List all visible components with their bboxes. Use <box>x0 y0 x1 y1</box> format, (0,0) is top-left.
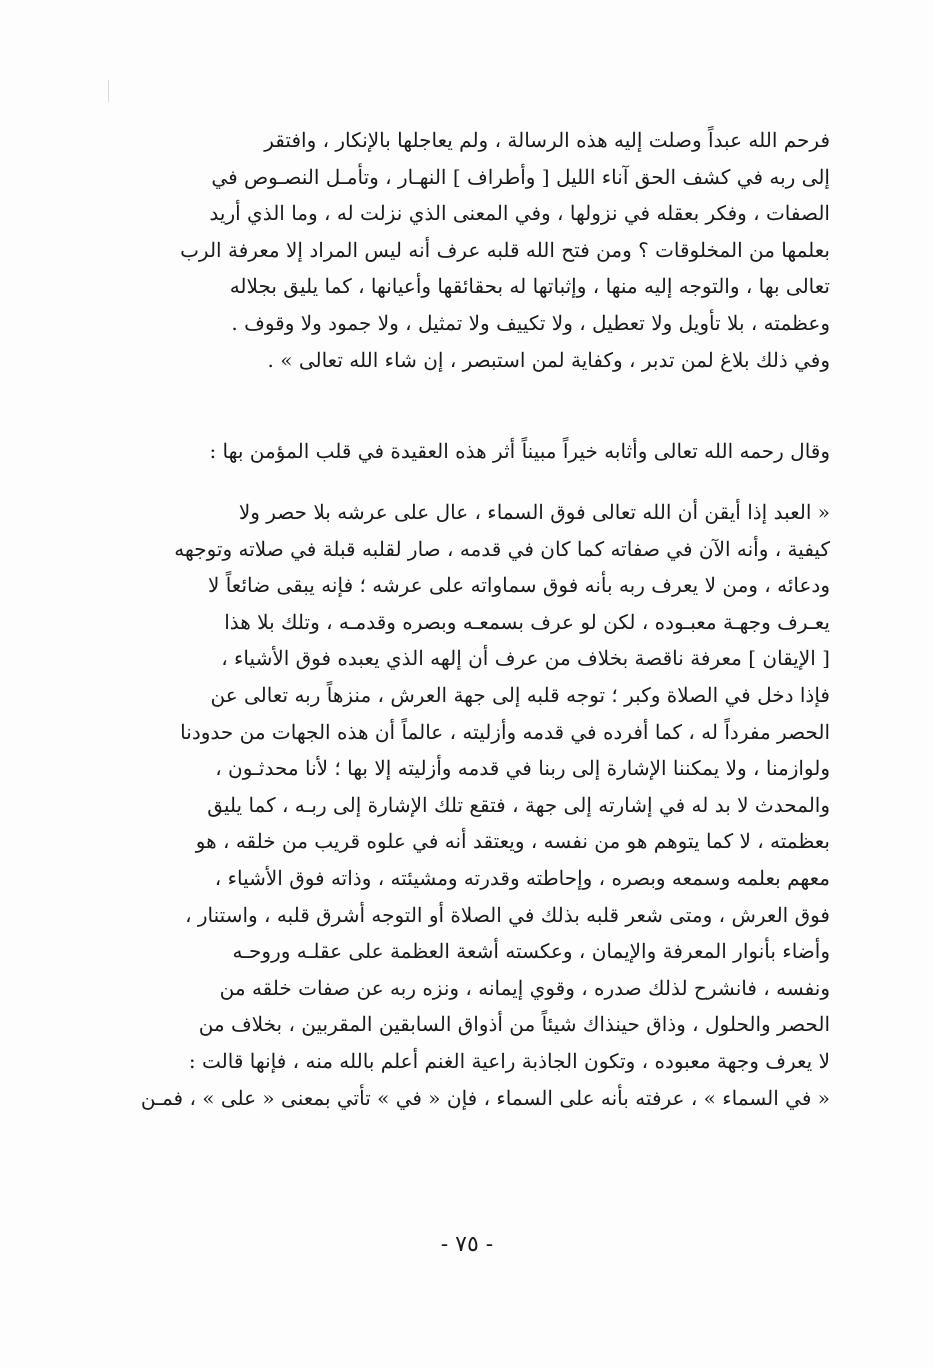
text-line: والمحدث لا بد له في إشارته إلى جهة ، فتقع تلك الإشارة إلى ربـه ، كما يليق <box>207 792 830 817</box>
text-line: « في السماء » ، عرفته بأنه على السماء ، فإن « في » تأتي بمعنى « على » ، فمـن <box>140 1085 830 1110</box>
text-line: وأضاء بأنوار المعرفة والإيمان ، وعكسته أشعة العظمة على عقلـه وروحـه <box>232 939 830 964</box>
text-line: لا يعرف وجهة معبوده ، وتكون الجاذبة راعية الغنم أعلم بالله منه ، فإنها قالت : <box>188 1048 830 1073</box>
text-line: الصفات ، وفكر بعقله في نزولها ، وفي المعنى الذي نزلت له ، وما الذي أريد <box>209 201 830 226</box>
text-line: ونفسه ، فانشرح لذلك صدره ، وقوي إيمانه ، ونزه ربه عن صفات خلقه من <box>219 975 830 1000</box>
paragraph-quote <box>130 494 830 1116</box>
text-line: ولوازمنا ، ولا يمكننا الإشارة إلى ربنا في قدمه وأزليته إلا بها ؛ لأنا محدثـون ، <box>215 756 830 781</box>
text-line: تعالى بها ، والتوجه إليه منها ، وإثباتها له بحقائقها وأعيانها ، كما يليق بجلاله <box>229 274 830 299</box>
text-line: إلى ربه في كشف الحق آناء الليل [ وأطراف ] النهـار ، وتأمـل النصـوص في <box>211 164 830 189</box>
text-line: « العبد إذا أيقن أن الله تعالى فوق السماء ، عال على عرشه بلا حصر ولا <box>238 500 830 524</box>
text-line: الحصر والحلول ، وذاق حينذاك شيئاً من أذواق السابقين المقربين ، بخلاف من <box>198 1012 830 1037</box>
text-line: كيفية ، وأنه الآن في صفاته كما كان في قدمه ، صار لقلبه قبلة في صلاته وتوجهه <box>174 536 830 561</box>
paragraph-intro <box>130 433 830 470</box>
paragraph-conclusion <box>130 122 830 378</box>
text-line: ودعائه ، ومن لا يعرف ربه بأنه فوق سماواته على عرشه ؛ فإنه يبقى ضائعاً لا <box>207 573 830 598</box>
text-line: معهم بعلمه وسمعه وبصره ، وإحاطته وقدرته ومشيئته ، وذاته فوق الأشياء ، <box>214 865 830 890</box>
text-line: بعلمها من المخلوقات ؟ ومن فتح الله قلبه عرف أنه ليس المراد إلا معرفة الرب <box>180 237 830 262</box>
margin-mark <box>108 80 109 102</box>
text-line: يعـرف وجهـة معبـوده ، لكن لو عرف بسمعـه وبصره وقدمـه ، وتلك بلا هذا <box>224 609 830 634</box>
text-line: فرحم الله عبداً وصلت إليه هذه الرسالة ، ولم يعاجلها بالإنكار ، وافتقر <box>264 128 830 152</box>
text-line: وقال رحمه الله تعالى وأثابه خيراً مبيناً أثر هذه العقيدة في قلب المؤمن بها : <box>209 439 830 463</box>
text-line: الحصر مفرداً له ، كما أفرده في قدمه وأزليته ، عالماً أن هذه الجهات من حدودنا <box>180 719 830 744</box>
text-line: وفي ذلك بلاغ لمن تدبر ، وكفاية لمن استبصر ، إن شاء الله تعالى » . <box>267 347 830 372</box>
text-line: وعظمته ، بلا تأويل ولا تعطيل ، ولا تكييف ولا تمثيل ، ولا جمود ولا وقوف . <box>231 310 830 335</box>
text-line: فوق العرش ، ومتى شعر قلبه بذلك في الصلاة أو التوجه أشرق قلبه ، واستنار ، <box>185 902 830 927</box>
text-line: بعظمته ، لا كما يتوهم هو من نفسه ، ويعتقد أنه في علوه قريب من خلقه ، هو <box>195 829 830 854</box>
text-line: [ الإيقان ] معرفة ناقصة بخلاف من عرف أن إلهه الذي يعبده فوق الأشياء ، <box>221 646 830 671</box>
text-line: فإذا دخل في الصلاة وكبر ؛ توجه قلبه إلى جهة العرش ، منزهاً ربه تعالى عن <box>210 682 830 707</box>
page-number: - ٧٥ - <box>440 1232 494 1257</box>
